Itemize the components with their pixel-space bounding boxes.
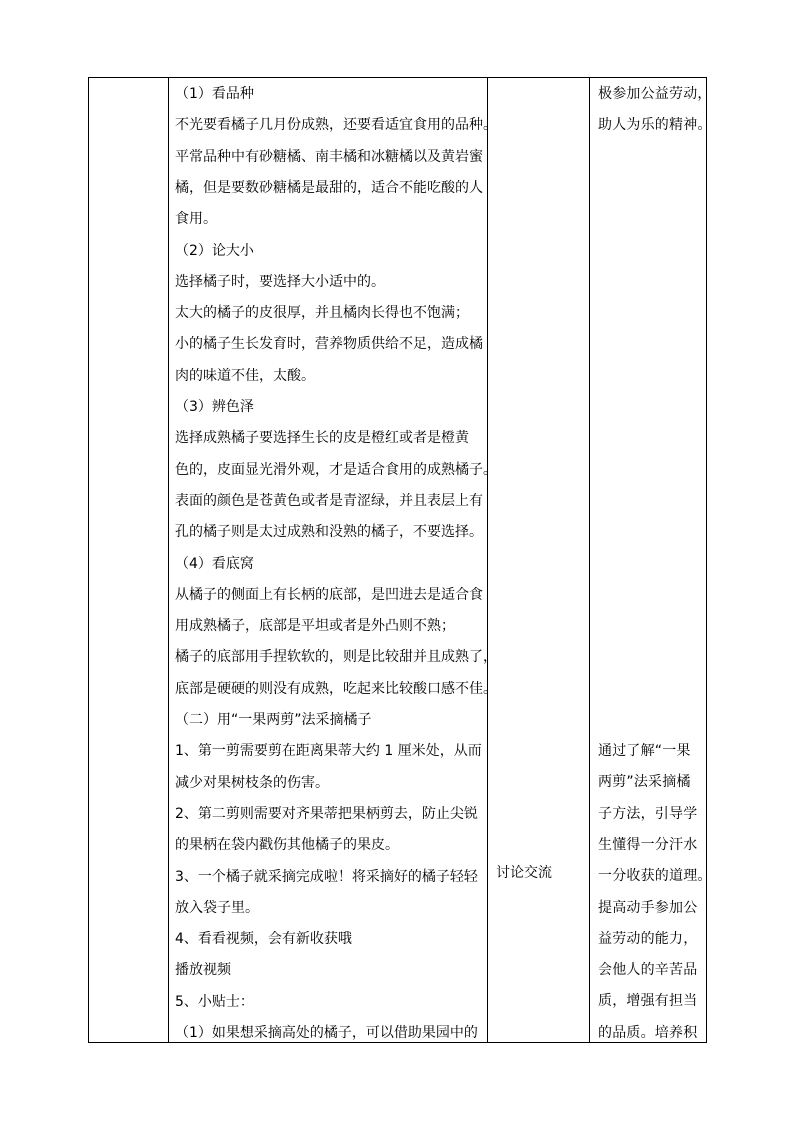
content-line: （2）论大小 [175,242,254,259]
goal-line: 一分收获的道理。 [598,868,712,885]
content-line: 选择成熟橘子要选择生长的皮是橙红或者是橙黄 [175,430,469,447]
content-line: 从橘子的侧面上有长柄的底部，是凹进去是适合食 [175,586,483,603]
content-line: 不光要看橘子几月份成熟，还要看适宜食用的品种。 [175,117,497,134]
content-line: 的果柄在袋内戳伤其他橘子的果皮。 [175,837,399,854]
content-line: 减少对果树枝条的伤害。 [175,774,329,791]
goal-line: 通过了解“一果 [598,743,691,759]
content-line: 小的橘子生长发育时，营养物质供给不足，造成橘 [175,336,483,353]
goal-line: 会他人的辛苦品 [598,962,698,979]
goal-line: 益劳动的能力， [598,930,698,947]
column-divider [589,78,590,1042]
content-line: 色的，皮面显光滑外观，才是适合食用的成熟橘子。 [175,461,497,478]
content-line: 橘，但是要数砂糖橘是最甜的，适合不能吃酸的人 [175,179,483,196]
content-line: （二）用“一果两剪”法采摘橘子 [175,712,372,728]
content-line: （1）如果想采摘高处的橘子，可以借助果园中的 [175,1025,478,1041]
content-line: （1）看品种 [175,86,254,102]
lesson-plan-table [88,77,712,1043]
content-line: 5、小贴士： [175,993,254,1010]
content-line: 孔的橘子则是太过成熟和没熟的橘子，不要选择。 [175,524,483,541]
content-line: 用成熟橘子，底部是平坦或者是外凸则不熟； [175,618,455,635]
content-line: （3）辨色泽 [175,399,254,415]
content-line: 平常品种中有砂糖橘、南丰橘和冰糖橘以及黄岩蜜 [175,148,483,165]
goal-line: 助人为乐的精神。 [598,117,712,134]
content-line: 3、一个橘子就采摘完成啦！将采摘好的橘子轻轻 [175,868,478,885]
goal-line: 的品质。培养积 [598,1024,698,1041]
content-line: 肉的味道不佳，太酸。 [175,367,315,384]
goal-line: 提高动手参加公 [598,899,698,916]
content-line: 食用。 [175,211,217,228]
content-line: 放入袋子里。 [175,899,259,916]
content-line: 2、第二剪则需要对齐果蒂把果柄剪去，防止尖锐 [175,805,478,822]
content-line: 4、看看视频，会有新收获哦 [175,931,352,948]
goal-line: 生懂得一分汗水 [598,836,698,853]
content-line: 选择橘子时，要选择大小适中的。 [175,273,385,290]
column-divider [487,78,488,1042]
activity-label: 讨论交流 [496,865,552,881]
content-line: 播放视频 [175,962,231,979]
goal-line: 质，增强有担当 [598,993,698,1010]
content-line: 橘子的底部用手捏软软的，则是比较甜并且成熟了， [175,649,497,666]
content-line: 表面的颜色是苍黄色或者是青涩绿，并且表层上有 [175,492,483,509]
column-divider [168,78,169,1042]
goal-line: 子方法，引导学 [598,805,698,822]
goal-line: 两剪”法采摘橘 [598,774,691,791]
content-line: 1、第一剪需要剪在距离果蒂大约 1 厘米处，从而 [175,743,482,760]
content-line: （4）看底窝 [175,555,254,572]
goal-line: 极参加公益劳动， [598,86,712,102]
content-line: 太大的橘子的皮很厚，并且橘肉长得也不饱满； [175,305,469,322]
content-line: 底部是硬硬的则没有成熟，吃起来比较酸口感不佳。 [175,680,497,697]
